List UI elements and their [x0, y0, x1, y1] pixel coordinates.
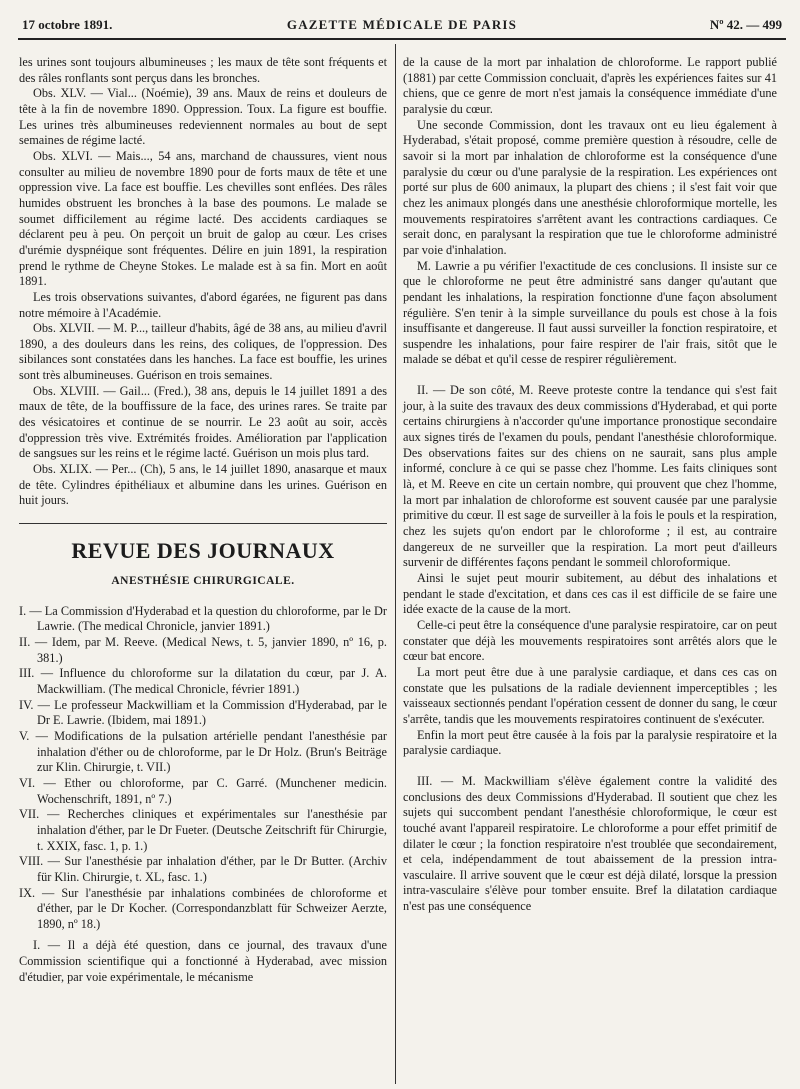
observation-xlv: Obs. XLV. — Vial... (Noémie), 39 ans. Maux de reins et douleurs de tête à la fin de novembre 1890. Oppression. Toux. La figure est bouffie. Les urines très albumineuses redeviennent normales au bout de sept semaines de régime lacté. [19, 86, 387, 148]
paragraph: les urines sont toujours albumineuses ; les maux de tête sont fréquents et des râles ronflants sont perçus dans les bronches. [19, 55, 387, 85]
header-date: 17 octobre 1891. [22, 17, 113, 32]
page-header [22, 14, 782, 36]
paragraph: Enfin la mort peut être causée à la fois par la paralysie respiratoire et la paralysie cardiaque. [403, 727, 777, 758]
paragraph: M. Lawrie a pu vérifier l'exactitude de ces conclusions. Il insiste sur ce que le chloroforme ne peut être administré sans danger qu'autant que pendant les inhalations, la respiration fonctionne d'une façon absolument régulière. S'en tenir à la simple surveillance du pouls est chose à la fois insuffisante et dangereuse. Il faut aussi surveiller la fonction respiratoire, et suspendre les inhalations, pour faire respirer de l'air frais, sitôt que le malade se débat et qu'il cesse de respirer régulièrement. [403, 258, 777, 367]
section-divider [19, 523, 387, 524]
reference-item: IV. — Le professeur Mackwilliam et la Commission d'Hyderabad, par le Dr E. Lawrie. (Ibidem, mai 1891.) [19, 697, 387, 728]
reference-item: V. — Modifications de la pulsation artérielle pendant l'anesthésie par inhalation d'éther ou de chloroforme, par le Dr Holz. (Brun's Beiträge zur Klin. Chirurgie, t. VII.) [19, 728, 387, 775]
paragraph: Celle-ci peut être la conséquence d'une paralysie respiratoire, car on peut constater que déjà les mouvements respiratoires sont arrêtés alors que le cœur bat encore. [403, 617, 777, 664]
reference-item: II. — Idem, par M. Reeve. (Medical News, t. 5, janvier 1890, nº 16, p. 381.) [19, 635, 387, 665]
paragraph: II. — De son côté, M. Reeve proteste contre la tendance qui s'est fait jour, à la suite des travaux des deux commissions d'Hyderabad, et qui porte certains chirurgiens à n'accorder qu'une importance pronostique secondaire aux signes tirés de l'examen du pouls, pendant l'anesthésie chloroformique. Des observations faites sur des chiens on ne saurait, sans plus ample informé, conclure à ce qui se passe chez l'homme. Les faits cliniques sont là, et M. Reeve en cite un certain nombre, qui prouvent que chez l'homme, la mort par inhalation de chloroforme est souvent causée par une paralysie primitive du cœur. Il est sage de surveiller à la fois le pouls et la respiration, chez les sujets qu'on endort par le chloroforme ; il est, au contraire dangereux de ne surveiller que la respiration. La mort peut d'ailleurs survenir de différentes façons pendant le sommeil chloroformique. [403, 383, 777, 570]
reference-item: VI. — Ether ou chloroforme, par C. Garré. (Munchener medicin. Wochenschrift, 1891, nº 7.) [19, 775, 387, 806]
observation-xlix: Obs. XLIX. — Per... (Ch), 5 ans, le 14 juillet 1890, anasarque et maux de tête. Cylindres épithéliaux et albumine dans les urines. Guérison en huit jours. [19, 462, 387, 508]
paragraph: Ainsi le sujet peut mourir subitement, au début des inhalations et pendant le stade d'excitation, et dans ces cas il est difficile de se faire une idée exacte de la cause de la mort. [403, 571, 777, 617]
left-column [19, 55, 387, 985]
reference-item: I. — La Commission d'Hyderabad et la question du chloroforme, par le Dr Lawrie. (The medical Chronicle, janvier 1891.) [19, 603, 387, 634]
right-column [403, 55, 777, 915]
paragraph: de la cause de la mort par inhalation de chloroforme. Le rapport publié (1881) par cette Commission concluait, d'après les expériences faites sur 41 chiens, que ce genre de mort n'est jamais la conséquence immédiate d'une paralysie du cœur. [403, 55, 777, 116]
header-rule [18, 38, 786, 40]
header-title: GAZETTE MÉDICALE DE PARIS [286, 17, 518, 32]
subsection-title: ANESTHÉSIE CHIRURGICALE. [111, 575, 295, 588]
observation-xlvi: Obs. XLVI. — Mais..., 54 ans, marchand de chaussures, vient nous consulter au milieu de novembre 1890 pour de forts maux de tête et une oppression vive. La face est bouffie. Les chevilles sont enflées. Des râles humides obstruent les bronches à la base des poumons. Le malade se soumet difficilement au régime lacté. Des accidents cardiaques se déclarent peu à peu. On perçoit un bruit de galop au cœur. Les crises d'urémie dyspnéique sont fréquentes. Délire en juin 1891, la respiration prend le rythme de Cheyne Stokes. Le malade est à sa fin. Mort en août 1891. [19, 148, 387, 289]
observation-xlvii: Obs. XLVII. — M. P..., tailleur d'habits, âgé de 38 ans, au milieu d'avril 1890, a des douleurs dans les reins, des coliques, de l'oppression. Des sibilances sont constatées dans les hanches. La face est bouffie, les urines sont très albumineuses. Guérison en trois semaines. [19, 321, 387, 383]
paragraph: Les trois observations suivantes, d'abord égarées, ne figurent pas dans notre mémoire à l'Académie. [19, 289, 387, 320]
paragraph: III. — M. Mackwilliam s'élève également contre la validité des conclusions des deux Commissions d'Hyderabad. Il soutient que chez les sujets qui succombent pendant l'anesthésie chloroformique, le cœur est touché avant l'appareil respiratoire. Le chloroforme a pour effet primitif de dilater le cœur ; la fonction respiratoire n'est troublée que secondairement, et cela, indépendamment de tout abaissement de la pression intra-vasculaire. Il arrive souvent que le cœur est déjà dilaté, lorsque la pression intra-vasculaire s'élève pour tomber ensuite. Bref la dilatation cardiaque n'est pas une conséquence [403, 773, 777, 914]
reference-item: III. — Influence du chloroforme sur la dilatation du cœur, par J. A. Mackwilliam. (The medical Chronicle, février 1891.) [19, 666, 387, 696]
reference-item: VII. — Recherches cliniques et expérimentales sur l'anesthésie par inhalation d'éther, par le Dr Fueter. (Deutsche Zeitschrift für Chirurgie, t. XXIX, fasc. 1, p. 1.) [19, 807, 387, 853]
reference-item: VIII. — Sur l'anesthésie par inhalation d'éther, par le Dr Butter. (Archiv für Klin. Chirurgie, t. XL, fasc. 1.) [19, 854, 387, 884]
paragraph: I. — Il a déjà été question, dans ce journal, des travaux d'une Commission scientifique qui a fonctionné à Hyderabad, avec mission d'étudier, par voie expérimentale, le mécanisme [19, 938, 387, 984]
paragraph: La mort peut être due à une paralysie cardiaque, et dans ces cas on constate que les pulsations de la radiale deviennent imperceptibles ; les vaisseaux sectionnés pendant l'opération cessent de donner du sang, le cœur s'arrête, tandis que les mouvements respiratoires continuent de s'exécuter. [403, 664, 777, 726]
section-title: REVUE DES JOURNAUX [71, 538, 335, 564]
observation-xlviii: Obs. XLVIII. — Gail... (Fred.), 38 ans, depuis le 14 juillet 1891 a des maux de tête, de la bouffissure de la face, des urines rares. Se traite par des vésicatoires et continue de se nourrir. Le 23 août au soir, accès d'oppression très vive. Extrémités froides. Amélioration par l'application de sangsues sur les reins et le régime lacté. Guérison un mois plus tard. [19, 383, 387, 461]
reference-list [19, 604, 387, 933]
reference-item: IX. — Sur l'anesthésie par inhalations combinées de chloroforme et d'éther, par le Dr Kocher. (Correspondanzblatt für Schweizer Aerzte, 1890, nº 18.) [19, 885, 387, 931]
header-page-number: Nº 42. — 499 [709, 17, 782, 32]
paragraph: Une seconde Commission, dont les travaux ont eu lieu également à Hyderabad, s'était proposé, comme première question à résoudre, celle de savoir si la mort par inhalation de chloroforme est la conséquence d'une paralysie du cœur ou d'une paralysie de la respiration. Les expériences ont porté sur plus de 600 animaux, la plupart des chiens ; il s'est fait voir que chez les animaux plongés dans une anesthésie chloroformique mortelle, les mouvements respiratoires s'arrêtent avant les contractions cardiaques. Ce serait donc, en paralysant la respiration que tue le chloroforme administré par voie d'inhalation. [403, 117, 777, 257]
column-divider [395, 44, 396, 1084]
